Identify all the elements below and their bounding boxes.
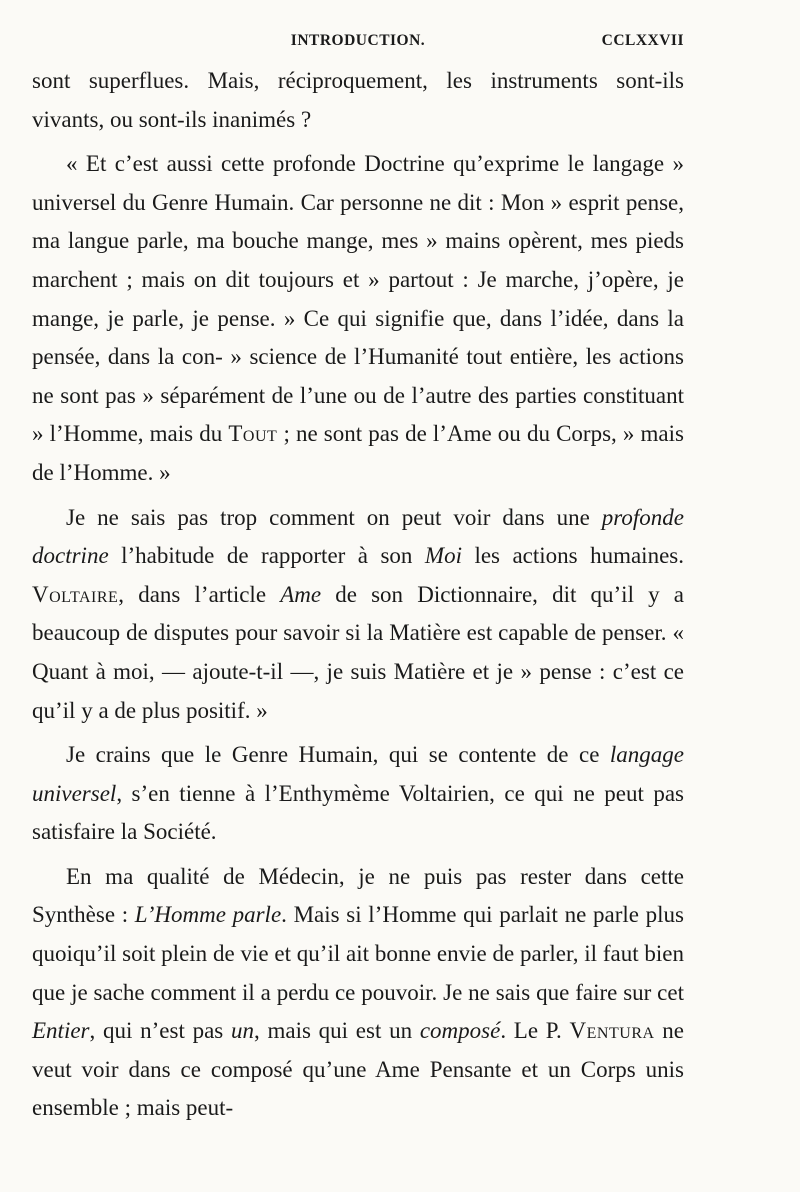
paragraph-5-italic-c: un [230,1018,254,1044]
paragraph-3-italic-a: profonde doctrine [32,504,684,569]
paragraph-3-text-a: Je ne sais pas trop comment on peut voir dans une [66,504,602,530]
paragraph-5-text-f: ne veut voir dans ce composé qu’une Ame Pensante et un Corps unis ensemble ; mais peut- [32,1018,684,1121]
paragraph-5-italic-d: composé [419,1018,501,1044]
paragraph-5-text-b: . Mais si l’Homme qui parlait ne parle plus quoiqu’il soit plein de vie et qu’il ait bonne envie de parler, il faut bien que je sache comment il a perdu ce pouvoir. Je ne sais que faire sur cet [32,902,684,1005]
paragraph-4 [32,736,684,852]
running-header [32,26,684,62]
paragraph-3-italic-c: Ame [280,581,322,607]
paragraph-4-italic-a: langage universel [32,742,684,806]
paragraph-2 [32,145,684,492]
paragraph-5 [32,858,684,1128]
paragraph-3-text-b: l’habitude de rapporter à son [108,543,425,569]
paragraph-3-text-d: , dans l’article [118,581,281,607]
paragraph-3 [32,499,684,731]
paragraph-5-text-d: , mais qui est un [253,1018,420,1044]
paragraph-2-smallcaps: Tout [228,421,278,447]
paragraph-5-text-e: . Le P. [500,1018,570,1044]
paragraph-3-text-c: les actions humaines. [461,543,684,569]
paragraph-5-text-a: En ma qualité de Médecin, je ne puis pas rester dans cette Synthèse : [32,863,684,928]
paragraph-4-text-b: , s’en tienne à l’Enthymème Voltairien, ce qui ne peut pas satisfaire la Société. [32,780,684,845]
body-text [32,62,684,1128]
paragraph-5-text-c: , qui n’est pas [89,1018,231,1044]
running-title: INTRODUCTION. [290,32,426,49]
book-page [32,26,684,1128]
paragraph-3-text-e: de son Dictionnaire, dit qu’il y a beaucoup de disputes pour savoir si la Matière est capable de penser. « Quant à moi, — ajoute-t-il —, je suis Matière et je » pense : c’est ce qu’il y a de plus positif. » [32,581,684,723]
paragraph-4-text-a: Je crains que le Genre Humain, qui se contente de ce [66,742,610,768]
paragraph-3-italic-b: Moi [424,543,462,569]
paragraph-3-smallcaps: Voltaire [32,581,119,607]
paragraph-5-smallcaps: Ventura [569,1018,655,1044]
paragraph-5-italic-b: Entier [32,1018,90,1044]
page-number: CCLXXVII [601,32,684,49]
paragraph-5-italic-a: L’Homme parle [134,902,282,928]
paragraph-2-text-a: « Et c’est aussi cette profonde Doctrine qu’exprime le langage » universel du Genre Humain. Car personne ne dit : Mon » esprit pense, ma langue parle, ma bouche mange, mes » mains opèrent, mes pieds marchent ; mais on dit toujours et » partout : Je marche, j’opère, je mange, je parle, je pense. » Ce qui signifie que, dans l’idée, dans la pensée, dans la con- » science de l’Humanité tout entière, les actions ne sont pas » séparément de l’une ou de l’autre des parties constituant » l’Homme, mais du [32,151,684,447]
paragraph-2-text-b: ; ne sont pas de l’Ame ou du Corps, » mais de l’Homme. » [32,421,684,485]
paragraph-1 [32,62,684,139]
paragraph-1-text: sont superflues. Mais, réciproquement, les instruments sont-ils vivants, ou sont-ils inanimés ? [32,68,684,132]
